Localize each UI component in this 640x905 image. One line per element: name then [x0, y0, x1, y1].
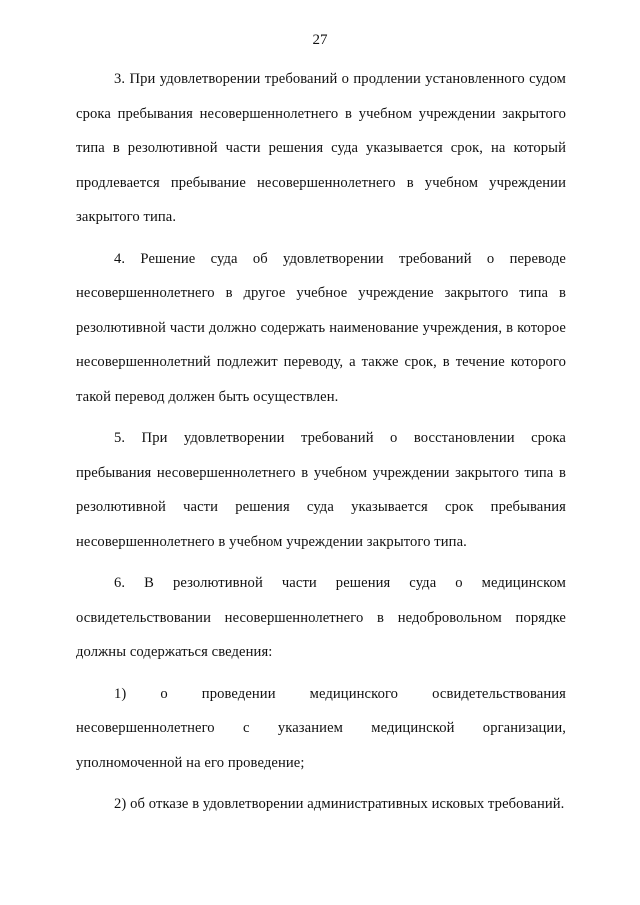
list-item-2: 2) об отказе в удовлетворении административных исковых требований. — [114, 796, 565, 812]
paragraph-5: 5. При удовлетворении требований о восстановлении срока пребывания несовершеннолетнего в учебном учреждении закрытого типа в резолютивной части решения суда указывается срок пребывания несовершеннолетнего в учебном учреждении закрытого типа. — [76, 430, 566, 550]
paragraph-4: 4. Решение суда об удовлетворении требований о переводе несовершеннолетнего в другое учебное учреждение закрытого типа в резолютивной части должно содержать наименование учреждения, в которое несовершеннолетний подлежит переводу, а также срок, в течение которого такой перевод должен быть осуществлен. — [76, 250, 566, 405]
page-number: 27 — [312, 32, 328, 48]
document-body — [76, 62, 566, 829]
paragraph-3: 3. При удовлетворении требований о продлении установленного судом срока пребывания несовершеннолетнего в учебном учреждении закрытого типа в резолютивной части решения суда указывается срок, на который продлевается пребывание несовершеннолетнего в учебном учреждении закрытого типа. — [76, 71, 566, 225]
paragraph-6: 6. В резолютивной части решения суда о медицинском освидетельствовании несовершеннолетнего в недобровольном порядке должны содержаться сведения: — [76, 575, 566, 660]
list-item-1: 1) о проведении медицинского освидетельствования несовершеннолетнего с указанием медицинской организации, уполномоченной на его проведение; — [76, 685, 566, 771]
